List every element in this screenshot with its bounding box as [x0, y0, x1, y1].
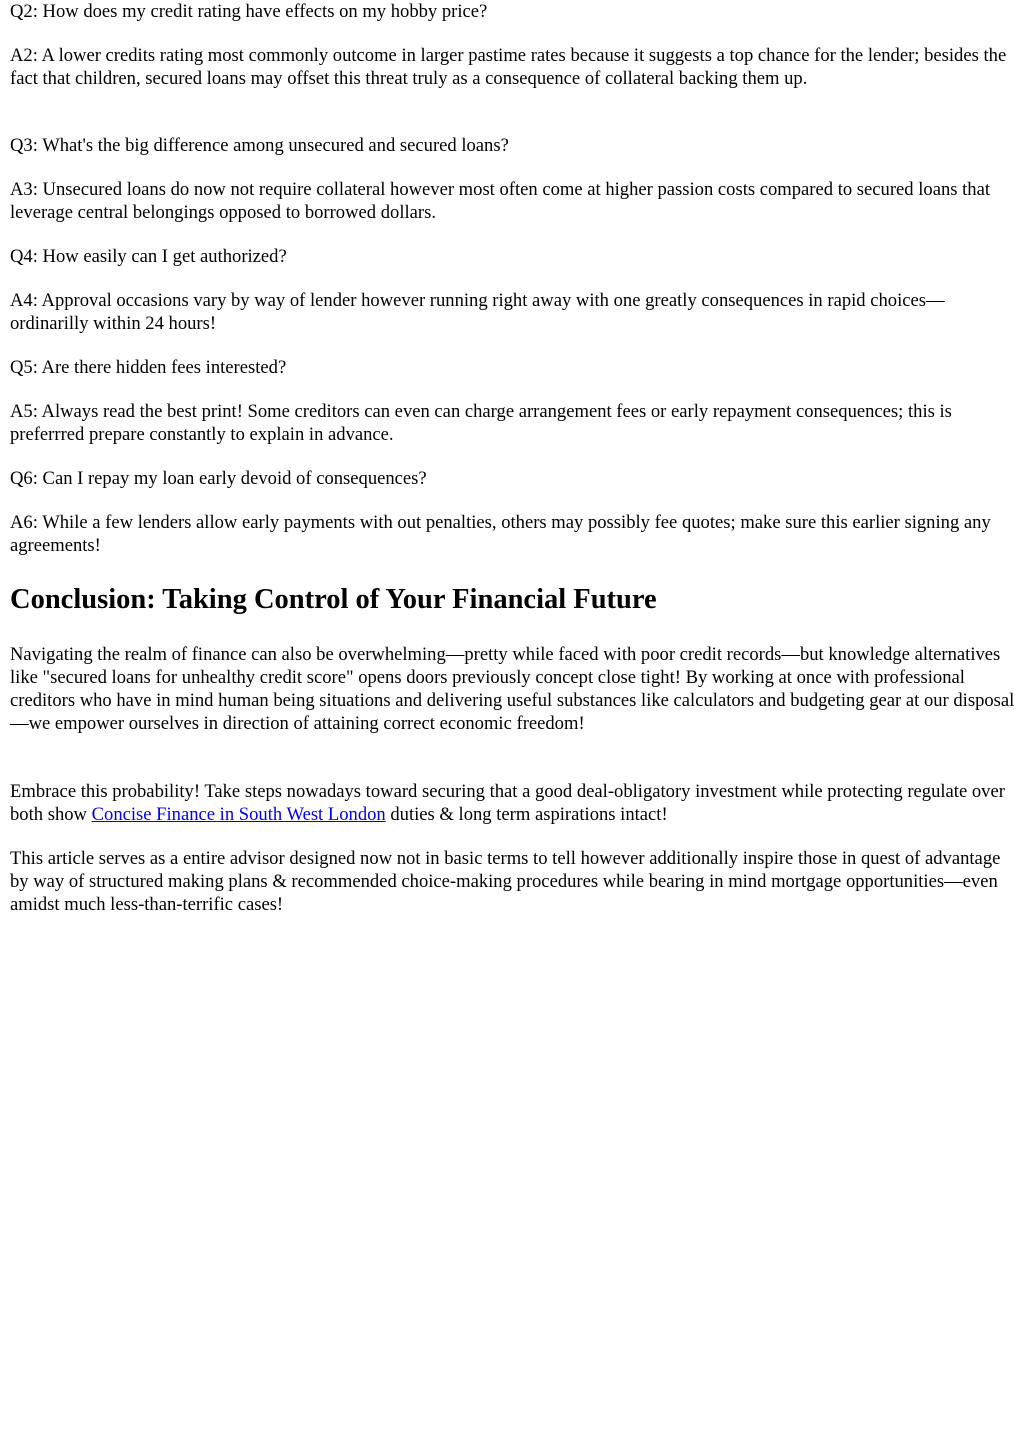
paragraph-text: This article serves as a entire advisor designed now not in basic terms to tell however additionally inspire those in quest of advantage by way of structured making plans & recommended choice-making procedures while bearing in mind mortgage opportunities—even amidst much less-than-terrific cases!: [10, 848, 1001, 915]
faq-answer: A3: Unsecured loans do now not require collateral however most often come at higher passion costs compared to secured loans that leverage central belongings opposed to borrowed dollars.: [10, 179, 991, 223]
faq-answer: A2: A lower credits rating most commonly outcome in larger pastime rates because it suggests a top chance for the lender; besides the fact that children, secured loans may offset this threat truly as a consequence of collateral backing them up.: [10, 45, 1007, 89]
conclusion-paragraph-3: [10, 847, 1016, 916]
faq-question: Q4: How easily can I get authorized?: [10, 246, 287, 267]
faq-item-q2: [10, 0, 1016, 23]
faq-answer-block-a2: [10, 44, 1016, 90]
faq-item-q3: [10, 134, 1016, 157]
faq-answer-block-a5: [10, 400, 1016, 446]
conclusion-paragraph-2: [10, 780, 1016, 826]
faq-question: Q6: Can I repay my loan early devoid of consequences?: [10, 468, 427, 489]
faq-item-q4: [10, 245, 1016, 268]
paragraph-text: [10, 780, 1016, 826]
faq-answer-block-a3: [10, 178, 1016, 224]
paragraph-text: Navigating the realm of finance can also be overwhelming—pretty while faced with poor credit records—but knowledge alternatives like "secured loans for unhealthy credit score" opens doors previously concept close tight! By working at once with professional creditors who have in mind human being situations and delivering useful substances like calculators and budgeting gear at our disposal—we empower ourselves in direction of attaining correct economic freedom!: [10, 644, 1015, 734]
concise-finance-link[interactable]: Concise Finance in South West London: [91, 804, 386, 825]
faq-answer-block-a4: [10, 289, 1016, 335]
faq-question: Q3: What's the big difference among unsecured and secured loans?: [10, 135, 509, 156]
faq-answer-block-a6: [10, 511, 1016, 557]
conclusion-heading: Conclusion: Taking Control of Your Financial Future: [10, 584, 657, 615]
faq-answer: A6: While a few lenders allow early payments with out penalties, others may possibly fee quotes; make sure this earlier signing any agreements!: [10, 512, 991, 556]
paragraph-text-before-link: Embrace this probability! Take steps nowadays toward securing that a good deal-obligatory investment while protecting regulate over both show: [10, 781, 1005, 825]
faq-item-q6: [10, 467, 1016, 490]
faq-question: Q2: How does my credit rating have effects on my hobby price?: [10, 1, 488, 22]
faq-answer: A4: Approval occasions vary by way of lender however running right away with one greatly consequences in rapid choices—ordinarilly within 24 hours!: [10, 290, 945, 334]
faq-answer: A5: Always read the best print! Some creditors can even can charge arrangement fees or early repayment consequences; this is preferrred prepare constantly to explain in advance.: [10, 401, 952, 445]
paragraph-text-after-link: duties & long term aspirations intact!: [385, 804, 668, 825]
faq-question: Q5: Are there hidden fees interested?: [10, 357, 287, 378]
conclusion-paragraph-1: [10, 643, 1016, 735]
faq-item-q5: [10, 356, 1016, 379]
